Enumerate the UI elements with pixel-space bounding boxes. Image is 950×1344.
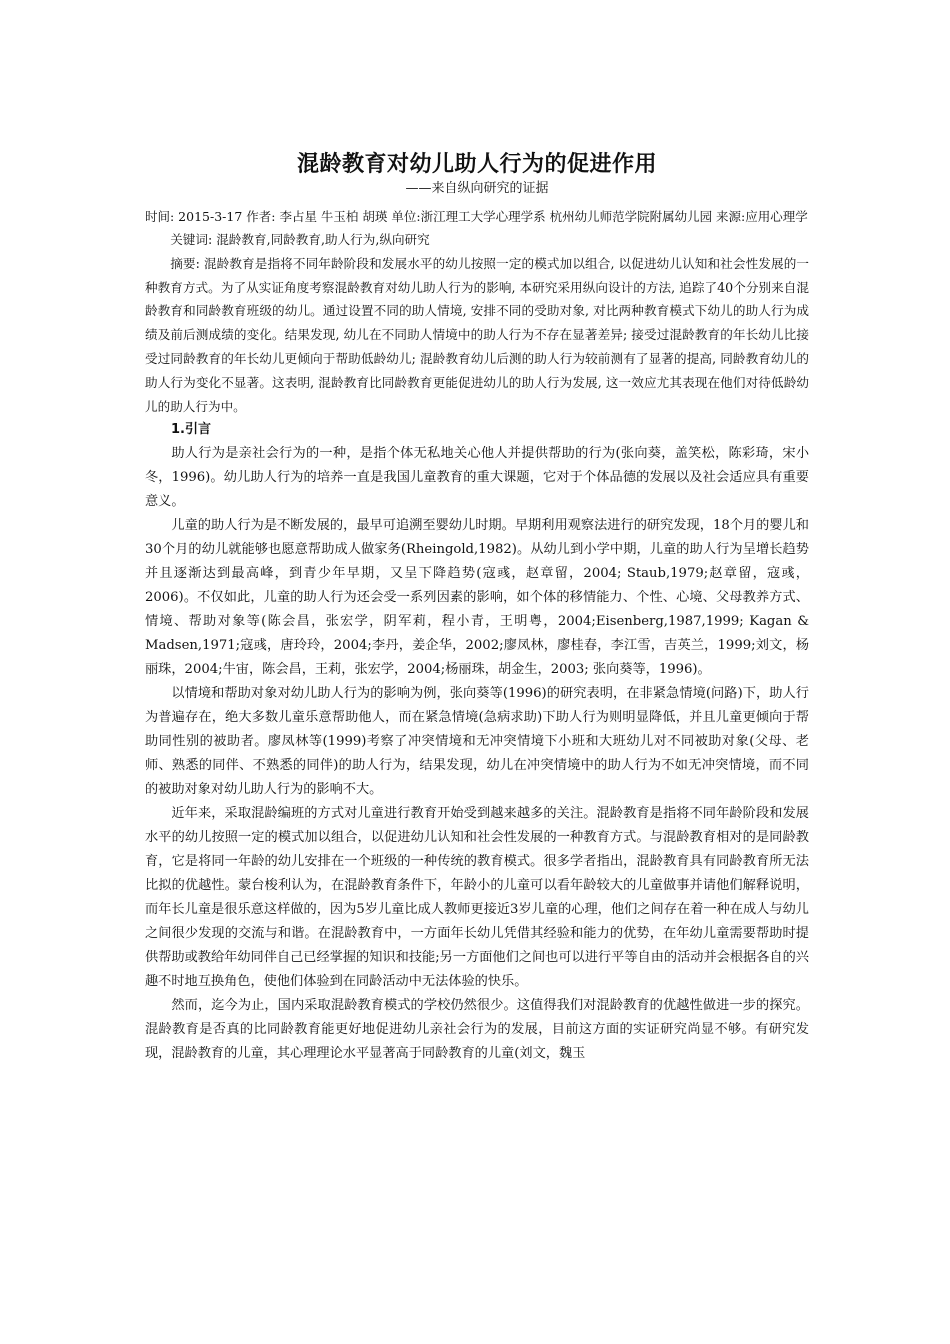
document-page	[145, 150, 809, 1066]
keywords: 关键词: 混龄教育,同龄教育,助人行为,纵向研究	[170, 232, 430, 247]
paragraph: 然而，迄今为止，国内采取混龄教育模式的学校仍然很少。这值得我们对混龄教育的优越性做进一步的探究。混龄教育是否真的比同龄教育能更好地促进幼儿亲社会行为的发展，目前这方面的实证研究尚显不够。有研究发现，混龄教育的儿童，其心理理论水平显著高于同龄教育的儿童(刘文，魏玉	[145, 998, 809, 1062]
abstract-section	[145, 228, 809, 418]
paragraph: 儿童的助人行为是不断发展的，最早可追溯至婴幼儿时期。早期利用观察法进行的研究发现，18个月的婴儿和30个月的幼儿就能够也愿意帮助成人做家务(Rheingold,1982)。从幼儿到小学中期，儿童的助人行为呈增长趋势并且逐渐达到最高峰，到青少年早期，又呈下降趋势(寇彧，赵章留，2004; Staub,1979;赵章留，寇彧，2006)。不仅如此，儿童的助人行为还会受一系列因素的影响，如个体的移情能力、个性、心境、父母教养方式、情境、帮助对象等(陈会昌，张宏学，阴军莉，程小青，王明粤，2004;Eisenberg,1987,1999; Kagan & Madsen,1971;寇彧，唐玲玲，2004;李丹，姜企华，2002;廖凤林，廖桂春，李江雪，吉英兰，1999;刘文，杨丽珠，2004;牛宙，陈会昌，王莉，张宏学，2004;杨丽珠，胡金生，2003; 张向葵等，1996)。	[145, 518, 809, 678]
article-title: 混龄教育对幼儿助人行为的促进作用	[296, 152, 657, 177]
paragraph: 助人行为是亲社会行为的一种，是指个体无私地关心他人并提供帮助的行为(张向葵，盖笑松，陈彩琦，宋小冬，1996)。幼儿助人行为的培养一直是我国儿童教育的重大课题，它对于个体品德的发展以及社会适应具有重要意义。	[145, 446, 809, 510]
section-heading: 1.引言	[171, 422, 211, 438]
abstract: 摘要: 混龄教育是指将不同年龄阶段和发展水平的幼儿按照一定的模式加以组合, 以促进幼儿认知和社会性发展的一种教育方式。为了从实证角度考察混龄教育对幼儿助人行为的影响, 本研究采用纵向设计的方法, 追踪了40个分别来自混龄教育和同龄教育班级的幼儿。通过设置不同的助人情境, 安排不同的受助对象, 对比两种教育模式下幼儿的助人行为成绩及前后测成绩的变化。结果发现, 幼儿在不同助人情境中的助人行为不存在显著差异; 接受过混龄教育的年长幼儿比接受过同龄教育的年长幼儿更倾向于帮助低龄幼儿; 混龄教育幼儿后测的助人行为较前测有了显著的提高, 同龄教育幼儿的助人行为变化不显著。这表明, 混龄教育比同龄教育更能促进幼儿的助人行为发展, 这一效应尤其表现在他们对待低龄幼儿的助人行为中。	[145, 255, 809, 414]
paragraph: 近年来，采取混龄编班的方式对儿童进行教育开始受到越来越多的关注。混龄教育是指将不同年龄阶段和发展水平的幼儿按照一定的模式加以组合，以促进幼儿认知和社会性发展的一种教育方式。与混龄教育相对的是同龄教育，它是将同一年龄的幼儿安排在一个班级的一种传统的教育模式。很多学者指出，混龄教育具有同龄教育所无法比拟的优越性。蒙台梭利认为，在混龄教育条件下，年龄小的儿童可以看年龄较大的儿童做事并请他们解释说明，而年长儿童是很乐意这样做的，因为5岁儿童比成人教师更接近3岁儿童的心理，他们之间存在着一种在成人与幼儿之间很少发现的交流与和谐。在混龄教育中，一方面年长幼儿凭借其经验和能力的优势，在年幼儿童需要帮助时提供帮助或教给年幼同伴自己已经掌握的知识和技能;另一方面他们之间也可以进行平等自由的活动并会根据各自的兴趣不时地互换角色，使他们体验到在同龄活动中无法体验的快乐。	[145, 806, 809, 990]
article-meta: 时间: 2015-3-17 作者: 李占星 牛玉柏 胡瑛 单位:浙江理工大学心理学系 杭州幼儿师范学院附属幼儿园 来源:应用心理学	[145, 209, 808, 224]
article-subtitle: ——来自纵向研究的证据	[405, 181, 549, 196]
paragraph: 以情境和帮助对象对幼儿助人行为的影响为例，张向葵等(1996)的研究表明，在非紧急情境(问路)下，助人行为普遍存在，绝大多数儿童乐意帮助他人，而在紧急情境(急病求助)下助人行为则明显降低，并且儿童更倾向于帮助同性别的被助者。廖凤林等(1999)考察了冲突情境和无冲突情境下小班和大班幼儿对不同被助对象(父母、老师、熟悉的同伴、不熟悉的同伴)的助人行为，结果发现，幼儿在冲突情境中的助人行为不如无冲突情境，而不同的被助对象对幼儿助人行为的影响不大。	[145, 686, 809, 798]
article-body	[145, 442, 809, 1066]
